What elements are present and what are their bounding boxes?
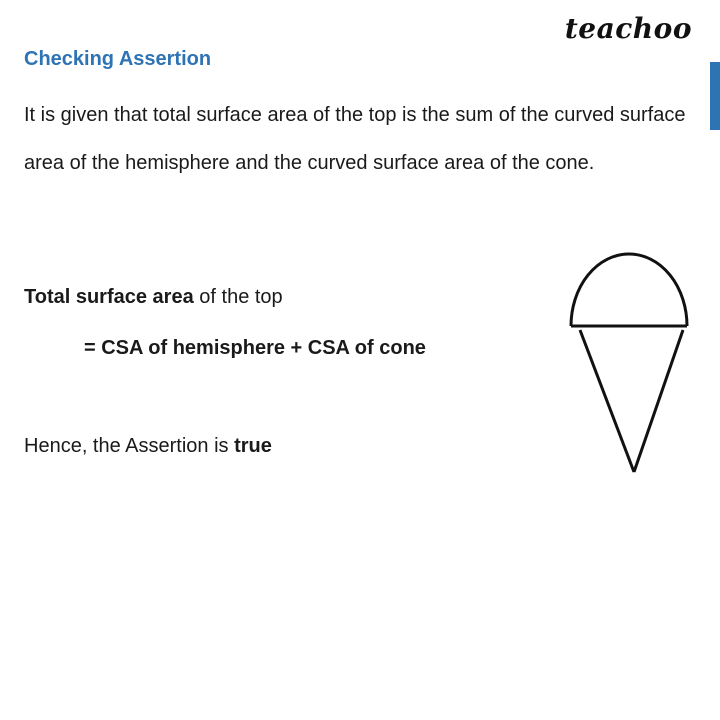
csa-equation: = CSA of hemisphere + CSA of cone (84, 337, 426, 359)
spinning-top-diagram-icon (566, 240, 692, 476)
conclusion-prefix: Hence, the Assertion is (24, 435, 235, 457)
scrollbar-thumb[interactable] (710, 62, 720, 130)
section-heading: Checking Assertion (24, 48, 212, 70)
scrollbar-track[interactable] (710, 0, 720, 720)
given-paragraph: It is given that total surface area of the top is the sum of the curved surface area of the hemisphere and the curved surface area of the cone. (24, 104, 686, 174)
tsa-line (24, 286, 283, 309)
cone-right-edge (634, 330, 683, 472)
conclusion-line (24, 435, 272, 458)
tsa-bold-label: Total surface area (24, 286, 194, 308)
tsa-rest-label: of the top (193, 286, 283, 308)
hemisphere-shape (571, 254, 687, 326)
teachoo-logo: teachoo (564, 12, 692, 45)
cone-left-edge (580, 330, 634, 472)
conclusion-bold: true (234, 435, 272, 457)
